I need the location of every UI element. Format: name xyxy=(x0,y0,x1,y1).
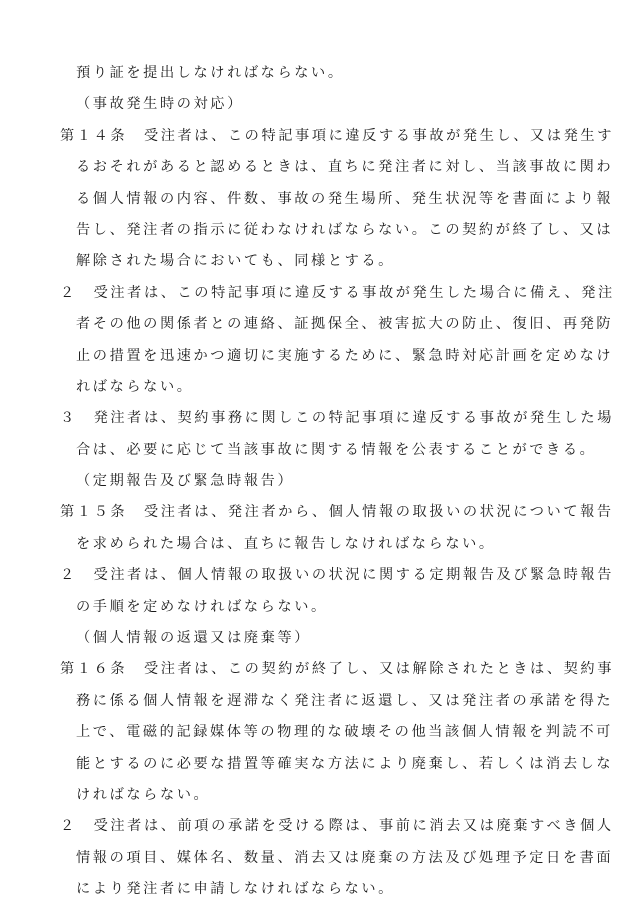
paragraph-2-line: ２ 受注者は、前項の承諾を受ける際は、事前に消去又は廃棄すべき個人 xyxy=(60,818,614,835)
paragraph-3-line: ３ 発注者は、契約事務に関しこの特記事項に違反する事故が発生した場 xyxy=(60,410,614,427)
paragraph-2-line: ２ 受注者は、個人情報の取扱いの状況に関する定期報告及び緊急時報告 xyxy=(60,567,614,584)
article-16-line: 第１６条 受注者は、この契約が終了し、又は解除されたときは、契約事 xyxy=(60,661,614,678)
paragraph-2-line: 情報の項目、媒体名、数量、消去又は廃棄の方法及び処理予定日を書面 xyxy=(76,849,614,866)
section-heading: （個人情報の返還又は廃棄等） xyxy=(76,630,312,647)
paragraph-2-line: 者その他の関係者との連絡、証拠保全、被害拡大の防止、復旧、再発防 xyxy=(76,316,614,333)
article-16-line: 上で、電磁的記録媒体等の物理的な破壊その他当該個人情報を判読不可 xyxy=(76,724,613,741)
article-14-line: 告し、発注者の指示に従わなければならない。この契約が終了し、又は xyxy=(76,221,614,238)
paragraph-2-line: により発注者に申請しなければならない。 xyxy=(76,881,395,898)
paragraph-line: 預り証を提出しなければならない。 xyxy=(76,65,345,81)
article-16-line: 務に係る個人情報を遅滞なく発注者に返還し、又は発注者の承諾を得た xyxy=(76,692,614,709)
article-16-line: 能とするのに必要な措置等確実な方法により廃棄し、若しくは消去しな xyxy=(76,755,614,772)
article-15-line: 第１５条 受注者は、発注者から、個人情報の取扱いの状況について報告 xyxy=(60,504,614,521)
article-14-line: る個人情報の内容、件数、事故の発生場所、発生状況等を書面により報 xyxy=(76,190,614,207)
section-heading: （事故発生時の対応） xyxy=(76,96,244,113)
article-16-line: ければならない。 xyxy=(76,786,211,803)
article-14-line: 第１４条 受注者は、この特記事項に違反する事故が発生し、又は発生す xyxy=(60,127,614,144)
article-14-line: 解除された場合においても、同様とする。 xyxy=(76,253,395,270)
paragraph-2-line: の手順を定めなければならない。 xyxy=(76,598,328,615)
section-heading: （定期報告及び緊急時報告） xyxy=(76,473,295,490)
paragraph-2-line: ２ 受注者は、この特記事項に違反する事故が発生した場合に備え、発注 xyxy=(60,284,615,301)
paragraph-3-line: 合は、必要に応じて当該事故に関する情報を公表することができる。 xyxy=(76,441,597,458)
article-14-line: るおそれがあると認めるときは、直ちに発注者に対し、当該事故に関わ xyxy=(76,159,614,176)
article-15-line: を求められた場合は、直ちに報告しなければならない。 xyxy=(76,535,496,552)
paragraph-2-line: 止の措置を迅速かつ適切に実施するために、緊急時対応計画を定めなけ xyxy=(76,347,614,364)
paragraph-2-line: ればならない。 xyxy=(76,378,194,395)
